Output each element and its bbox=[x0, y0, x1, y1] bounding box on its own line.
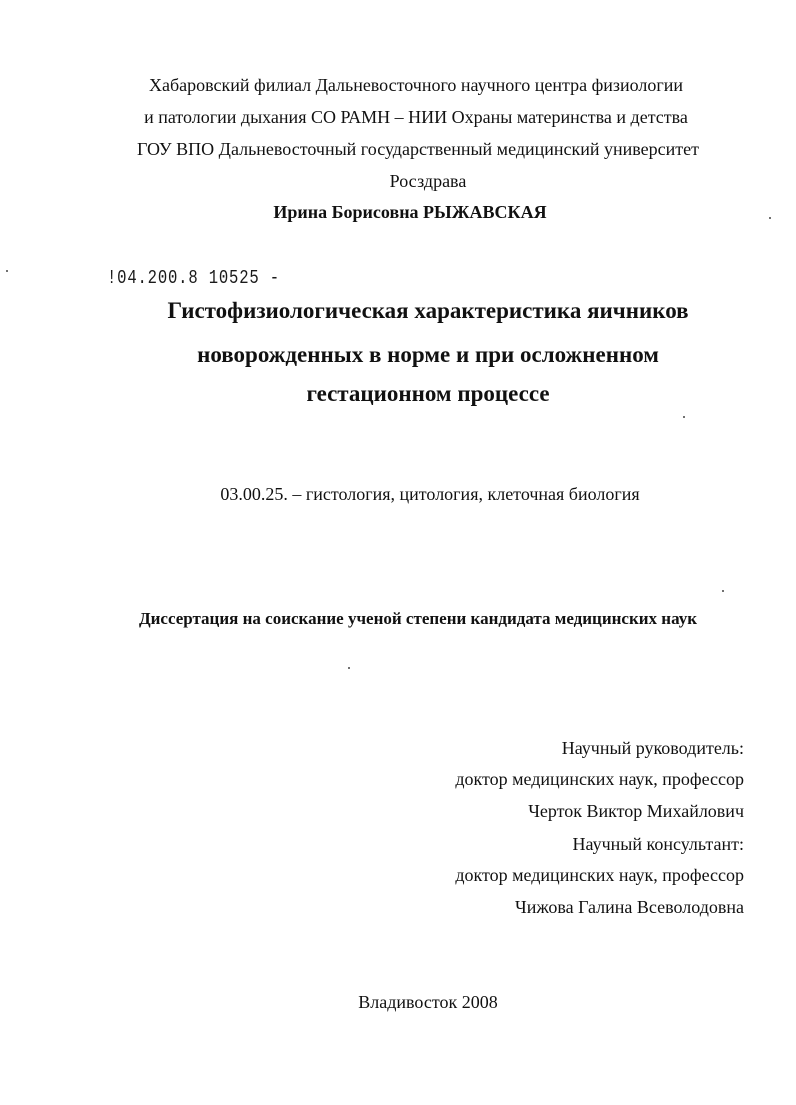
title-line-1: Гистофизиологическая характеристика яичников bbox=[167, 298, 689, 323]
consultant-degree: доктор медицинских наук, профессор bbox=[455, 865, 744, 885]
author-name: Ирина Борисовна РЫЖАВСКАЯ bbox=[273, 202, 547, 222]
consultant-label: Научный консультант: bbox=[572, 834, 744, 854]
title-line-3: гестационном процессе bbox=[306, 381, 550, 406]
scan-speck bbox=[6, 270, 8, 272]
degree-statement: Диссертация на соискание ученой степени кандидата медицинских наук bbox=[138, 609, 698, 628]
scan-speck bbox=[348, 667, 350, 669]
institution-line-3: ГОУ ВПО Дальневосточный государственный медицинский университет bbox=[136, 139, 700, 159]
library-stamp: !04.200.8 10525 - bbox=[107, 267, 280, 289]
institution-line-4: Росздрава bbox=[389, 171, 467, 191]
scan-speck bbox=[683, 416, 685, 418]
supervisor-degree: доктор медицинских наук, профессор bbox=[455, 769, 744, 789]
consultant-name: Чижова Галина Всеволодовна bbox=[515, 897, 744, 917]
scan-speck bbox=[722, 590, 724, 592]
institution-line-1: Хабаровский филиал Дальневосточного научного центра физиологии bbox=[149, 75, 683, 95]
scan-speck bbox=[769, 217, 771, 219]
supervisor-name: Черток Виктор Михайлович bbox=[528, 801, 744, 821]
speciality-code: 03.00.25. – гистология, цитология, клеточная биология bbox=[220, 484, 640, 504]
supervisor-label: Научный руководитель: bbox=[561, 738, 744, 758]
place-and-year: Владивосток 2008 bbox=[358, 992, 498, 1012]
title-line-2: новорожденных в норме и при осложненном bbox=[197, 342, 659, 367]
institution-line-2: и патологии дыхания СО РАМН – НИИ Охраны материнства и детства bbox=[144, 107, 688, 127]
